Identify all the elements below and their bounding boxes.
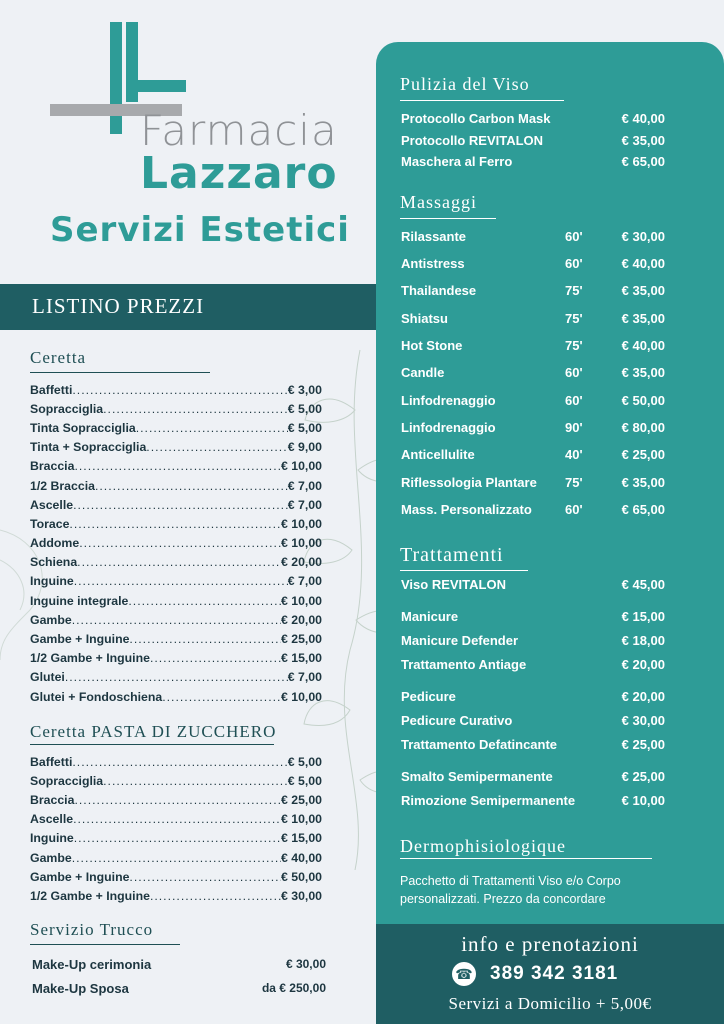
item-duration: 75' xyxy=(565,310,583,326)
dermo-title: Dermophisiologique xyxy=(400,836,566,856)
item-name: Hot Stone xyxy=(401,337,463,353)
list-item xyxy=(30,457,322,476)
dot-leader xyxy=(77,555,281,569)
list-item xyxy=(401,654,665,674)
list-item xyxy=(401,766,665,786)
trattamenti-underline xyxy=(400,570,528,571)
dot-leader xyxy=(146,440,288,454)
item-price: € 10,00 xyxy=(280,516,322,531)
item-duration: 75' xyxy=(565,474,583,490)
pulizia-title: Pulizia del Viso xyxy=(400,74,530,94)
item-price: € 7,00 xyxy=(287,497,322,512)
list-item xyxy=(30,572,322,591)
item-name: Baffetti xyxy=(30,754,73,769)
list-item xyxy=(30,591,322,610)
item-name: Trattamento Antiage xyxy=(401,656,527,672)
dot-leader xyxy=(65,670,288,684)
item-name: Rilassante xyxy=(401,228,467,244)
dot-leader xyxy=(74,459,281,473)
dot-leader xyxy=(128,594,281,608)
item-price: € 10,00 xyxy=(280,689,322,704)
item-price: € 15,00 xyxy=(621,608,665,624)
dot-leader xyxy=(69,517,281,531)
item-name: Viso REVITALON xyxy=(401,576,506,592)
item-price: € 10,00 xyxy=(621,792,665,808)
list-item xyxy=(30,867,322,886)
dot-leader xyxy=(72,383,287,397)
item-price: € 15,00 xyxy=(280,651,322,666)
list-item xyxy=(401,335,665,355)
list-item xyxy=(401,734,665,754)
item-duration: 60' xyxy=(565,228,583,244)
ceretta-underline xyxy=(30,372,210,373)
item-price: € 25,00 xyxy=(280,792,322,807)
list-item xyxy=(401,790,665,810)
item-price: € 25,00 xyxy=(621,768,665,784)
list-item xyxy=(32,976,326,1000)
list-item xyxy=(401,472,665,492)
item-name: Gambe + Inguine xyxy=(30,632,130,647)
domicilio-label: Servizi a Domicilio + 5,00€ xyxy=(448,994,652,1013)
item-name: 1/2 Gambe + Inguine xyxy=(30,888,150,903)
item-name: 1/2 Gambe + Inguine xyxy=(30,651,150,666)
ceretta-list xyxy=(30,380,322,706)
item-name: Ascelle xyxy=(30,812,74,827)
item-price: € 40,00 xyxy=(621,337,665,353)
list-item xyxy=(401,253,665,273)
item-duration: 40' xyxy=(565,446,583,462)
list-item xyxy=(30,668,322,687)
list-item xyxy=(401,151,665,171)
item-price: € 3,00 xyxy=(287,382,322,397)
list-item xyxy=(401,308,665,328)
item-name: Torace xyxy=(30,516,70,531)
list-item xyxy=(30,649,322,668)
dot-leader xyxy=(129,870,281,884)
item-name: Tinta Sopracciglia xyxy=(30,420,136,435)
item-name: Rimozione Semipermanente xyxy=(401,792,576,808)
list-item xyxy=(30,399,322,418)
item-price: € 35,00 xyxy=(621,282,665,298)
phone-icon: ☎ xyxy=(452,962,476,986)
item-name: Protocollo REVITALON xyxy=(401,132,544,148)
massaggi-title: Massaggi xyxy=(400,192,477,212)
item-price: € 25,00 xyxy=(621,446,665,462)
item-name: Baffetti xyxy=(30,382,73,397)
list-item xyxy=(30,829,322,848)
dot-leader xyxy=(74,831,281,845)
item-price: € 5,00 xyxy=(287,773,322,788)
item-name: Linfodrenaggio xyxy=(401,419,496,435)
list-item xyxy=(30,810,322,829)
item-price: € 15,00 xyxy=(280,831,322,846)
item-price: € 50,00 xyxy=(280,869,322,884)
phone-number[interactable]: 389 342 3181 xyxy=(490,963,619,984)
item-name: Make-Up cerimonia xyxy=(32,956,152,972)
trucco-underline xyxy=(30,944,180,945)
item-duration: 90' xyxy=(565,419,583,435)
item-price: € 18,00 xyxy=(621,632,665,648)
logo-line2: Lazzaro xyxy=(140,148,338,199)
pharmacy-logo xyxy=(50,22,350,202)
item-price: da € 250,00 xyxy=(261,981,326,995)
list-item xyxy=(30,848,322,867)
item-name: Manicure xyxy=(401,608,459,624)
item-name: Inguine xyxy=(30,574,74,589)
page-subtitle: Servizi Estetici xyxy=(50,210,350,250)
item-price: € 35,00 xyxy=(621,474,665,490)
item-name: Thailandese xyxy=(401,282,477,298)
item-price: € 35,00 xyxy=(621,364,665,380)
list-item xyxy=(30,886,322,905)
ceretta-title: Ceretta xyxy=(30,348,87,367)
listino-prezzi-banner: LISTINO PREZZI xyxy=(0,284,378,330)
dot-leader xyxy=(103,402,288,416)
dot-leader xyxy=(73,498,288,512)
logo-l-horizontal xyxy=(126,80,186,92)
list-item xyxy=(401,686,665,706)
right-panel xyxy=(376,42,724,1024)
item-price: € 20,00 xyxy=(280,555,322,570)
item-name: Gambe xyxy=(30,850,72,865)
dot-leader xyxy=(74,793,281,807)
item-price: € 30,00 xyxy=(621,228,665,244)
dot-leader xyxy=(79,536,281,550)
info-label: info e prenotazioni xyxy=(461,932,639,956)
item-duration: 75' xyxy=(565,282,583,298)
item-name: Manicure Defender xyxy=(401,632,519,648)
item-name: Glutei + Fondoschiena xyxy=(30,689,163,704)
list-item xyxy=(401,710,665,730)
trucco-title: Servizio Trucco xyxy=(30,920,154,939)
dot-leader xyxy=(150,889,281,903)
item-name: Smalto Semipermanente xyxy=(401,768,553,784)
list-item xyxy=(401,630,665,650)
item-price: € 20,00 xyxy=(621,688,665,704)
contact-footer xyxy=(376,924,724,1024)
item-name: Glutei xyxy=(30,670,65,685)
dot-leader xyxy=(150,651,281,665)
item-name: Tinta + Sopracciglia xyxy=(30,440,147,455)
pulizia-underline xyxy=(400,100,564,101)
list-item xyxy=(401,280,665,300)
list-item xyxy=(401,444,665,464)
list-item xyxy=(30,752,322,771)
item-duration: 60' xyxy=(565,501,583,517)
item-price: € 40,00 xyxy=(621,255,665,271)
item-price: € 30,00 xyxy=(285,957,326,971)
ceretta-zucchero-underline xyxy=(30,744,274,745)
list-item xyxy=(401,108,665,128)
list-item xyxy=(32,952,326,976)
item-price: € 7,00 xyxy=(287,574,322,589)
item-price: € 40,00 xyxy=(280,850,322,865)
list-item xyxy=(30,418,322,437)
dermo-underline xyxy=(400,858,652,859)
item-name: Anticellulite xyxy=(401,446,475,462)
list-item xyxy=(401,362,665,382)
item-price: € 5,00 xyxy=(287,420,322,435)
item-name: Riflessologia Plantare xyxy=(401,474,537,490)
list-item xyxy=(30,534,322,553)
item-price: € 20,00 xyxy=(280,612,322,627)
list-item xyxy=(401,130,665,150)
item-price: € 50,00 xyxy=(621,392,665,408)
item-name: Sopracciglia xyxy=(30,401,104,416)
dot-leader xyxy=(72,613,281,627)
item-price: € 7,00 xyxy=(287,478,322,493)
item-price: € 25,00 xyxy=(621,736,665,752)
item-price: € 30,00 xyxy=(280,888,322,903)
item-name: Inguine integrale xyxy=(30,593,129,608)
list-item xyxy=(401,390,665,410)
list-item xyxy=(30,790,322,809)
item-name: Braccia xyxy=(30,459,75,474)
logo-cross-vertical xyxy=(110,22,122,134)
dot-leader xyxy=(103,774,288,788)
list-item xyxy=(401,606,665,626)
ceretta-zucchero-list xyxy=(30,752,322,906)
item-name: Shiatsu xyxy=(401,310,448,326)
item-name: Protocollo Carbon Mask xyxy=(401,110,551,126)
item-price: € 9,00 xyxy=(287,440,322,455)
dot-leader xyxy=(72,755,287,769)
item-price: € 45,00 xyxy=(621,576,665,592)
list-item xyxy=(30,495,322,514)
phone-contact[interactable] xyxy=(452,962,618,986)
dot-leader xyxy=(129,632,281,646)
item-name: Ascelle xyxy=(30,497,74,512)
item-duration: 60' xyxy=(565,392,583,408)
item-price: € 65,00 xyxy=(621,501,665,517)
list-item xyxy=(401,499,665,519)
item-price: € 10,00 xyxy=(280,536,322,551)
item-name: Trattamento Defatincante xyxy=(401,736,558,752)
trucco-list xyxy=(32,952,326,1000)
item-name: Sopracciglia xyxy=(30,773,104,788)
item-name: Inguine xyxy=(30,831,74,846)
item-price: € 80,00 xyxy=(621,419,665,435)
item-name: Pedicure xyxy=(401,688,456,704)
item-price: € 35,00 xyxy=(621,132,665,148)
item-price: € 10,00 xyxy=(280,459,322,474)
item-name: Schiena xyxy=(30,555,78,570)
item-name: Braccia xyxy=(30,792,75,807)
item-name: Antistress xyxy=(401,255,465,271)
item-name: Make-Up Sposa xyxy=(32,980,129,996)
item-price: € 10,00 xyxy=(280,593,322,608)
item-price: € 40,00 xyxy=(621,110,665,126)
item-price: € 20,00 xyxy=(621,656,665,672)
logo-line1: Farmacia xyxy=(140,106,338,155)
item-price: € 30,00 xyxy=(621,712,665,728)
item-price: € 25,00 xyxy=(280,632,322,647)
list-item xyxy=(30,610,322,629)
item-name: Linfodrenaggio xyxy=(401,392,496,408)
item-price: € 35,00 xyxy=(621,310,665,326)
item-duration: 60' xyxy=(565,364,583,380)
dot-leader xyxy=(72,851,281,865)
list-item xyxy=(30,380,322,399)
list-item xyxy=(30,687,322,706)
list-item xyxy=(30,771,322,790)
dot-leader xyxy=(74,574,288,588)
item-name: Candle xyxy=(401,364,445,380)
item-duration: 60' xyxy=(565,255,583,271)
item-name: 1/2 Braccia xyxy=(30,478,95,493)
item-price: € 7,00 xyxy=(287,670,322,685)
list-item xyxy=(30,514,322,533)
list-item xyxy=(401,417,665,437)
dot-leader xyxy=(162,690,281,704)
item-name: Addome xyxy=(30,536,80,551)
item-name: Mass. Personalizzato xyxy=(401,501,532,517)
list-item xyxy=(30,438,322,457)
ceretta-zucchero-title: Ceretta PASTA DI ZUCCHERO xyxy=(30,722,277,741)
trattamenti-title: Trattamenti xyxy=(400,544,504,566)
item-name: Maschera al Ferro xyxy=(401,153,513,169)
dot-leader xyxy=(73,812,281,826)
item-price: € 5,00 xyxy=(287,754,322,769)
item-price: € 5,00 xyxy=(287,401,322,416)
list-item xyxy=(30,553,322,572)
item-name: Gambe xyxy=(30,612,72,627)
item-name: Gambe + Inguine xyxy=(30,869,130,884)
item-price: € 10,00 xyxy=(280,812,322,827)
dot-leader xyxy=(136,421,288,435)
massaggi-underline xyxy=(400,218,496,219)
list-item xyxy=(401,226,665,246)
list-item xyxy=(401,574,665,594)
dermo-description: Pacchetto di Trattamenti Viso e/o Corpo personalizzati. Prezzo da concordare xyxy=(400,874,621,906)
item-duration: 75' xyxy=(565,337,583,353)
list-item xyxy=(30,476,322,495)
list-item xyxy=(30,629,322,648)
item-price: € 65,00 xyxy=(621,153,665,169)
dot-leader xyxy=(95,479,288,493)
item-name: Pedicure Curativo xyxy=(401,712,513,728)
